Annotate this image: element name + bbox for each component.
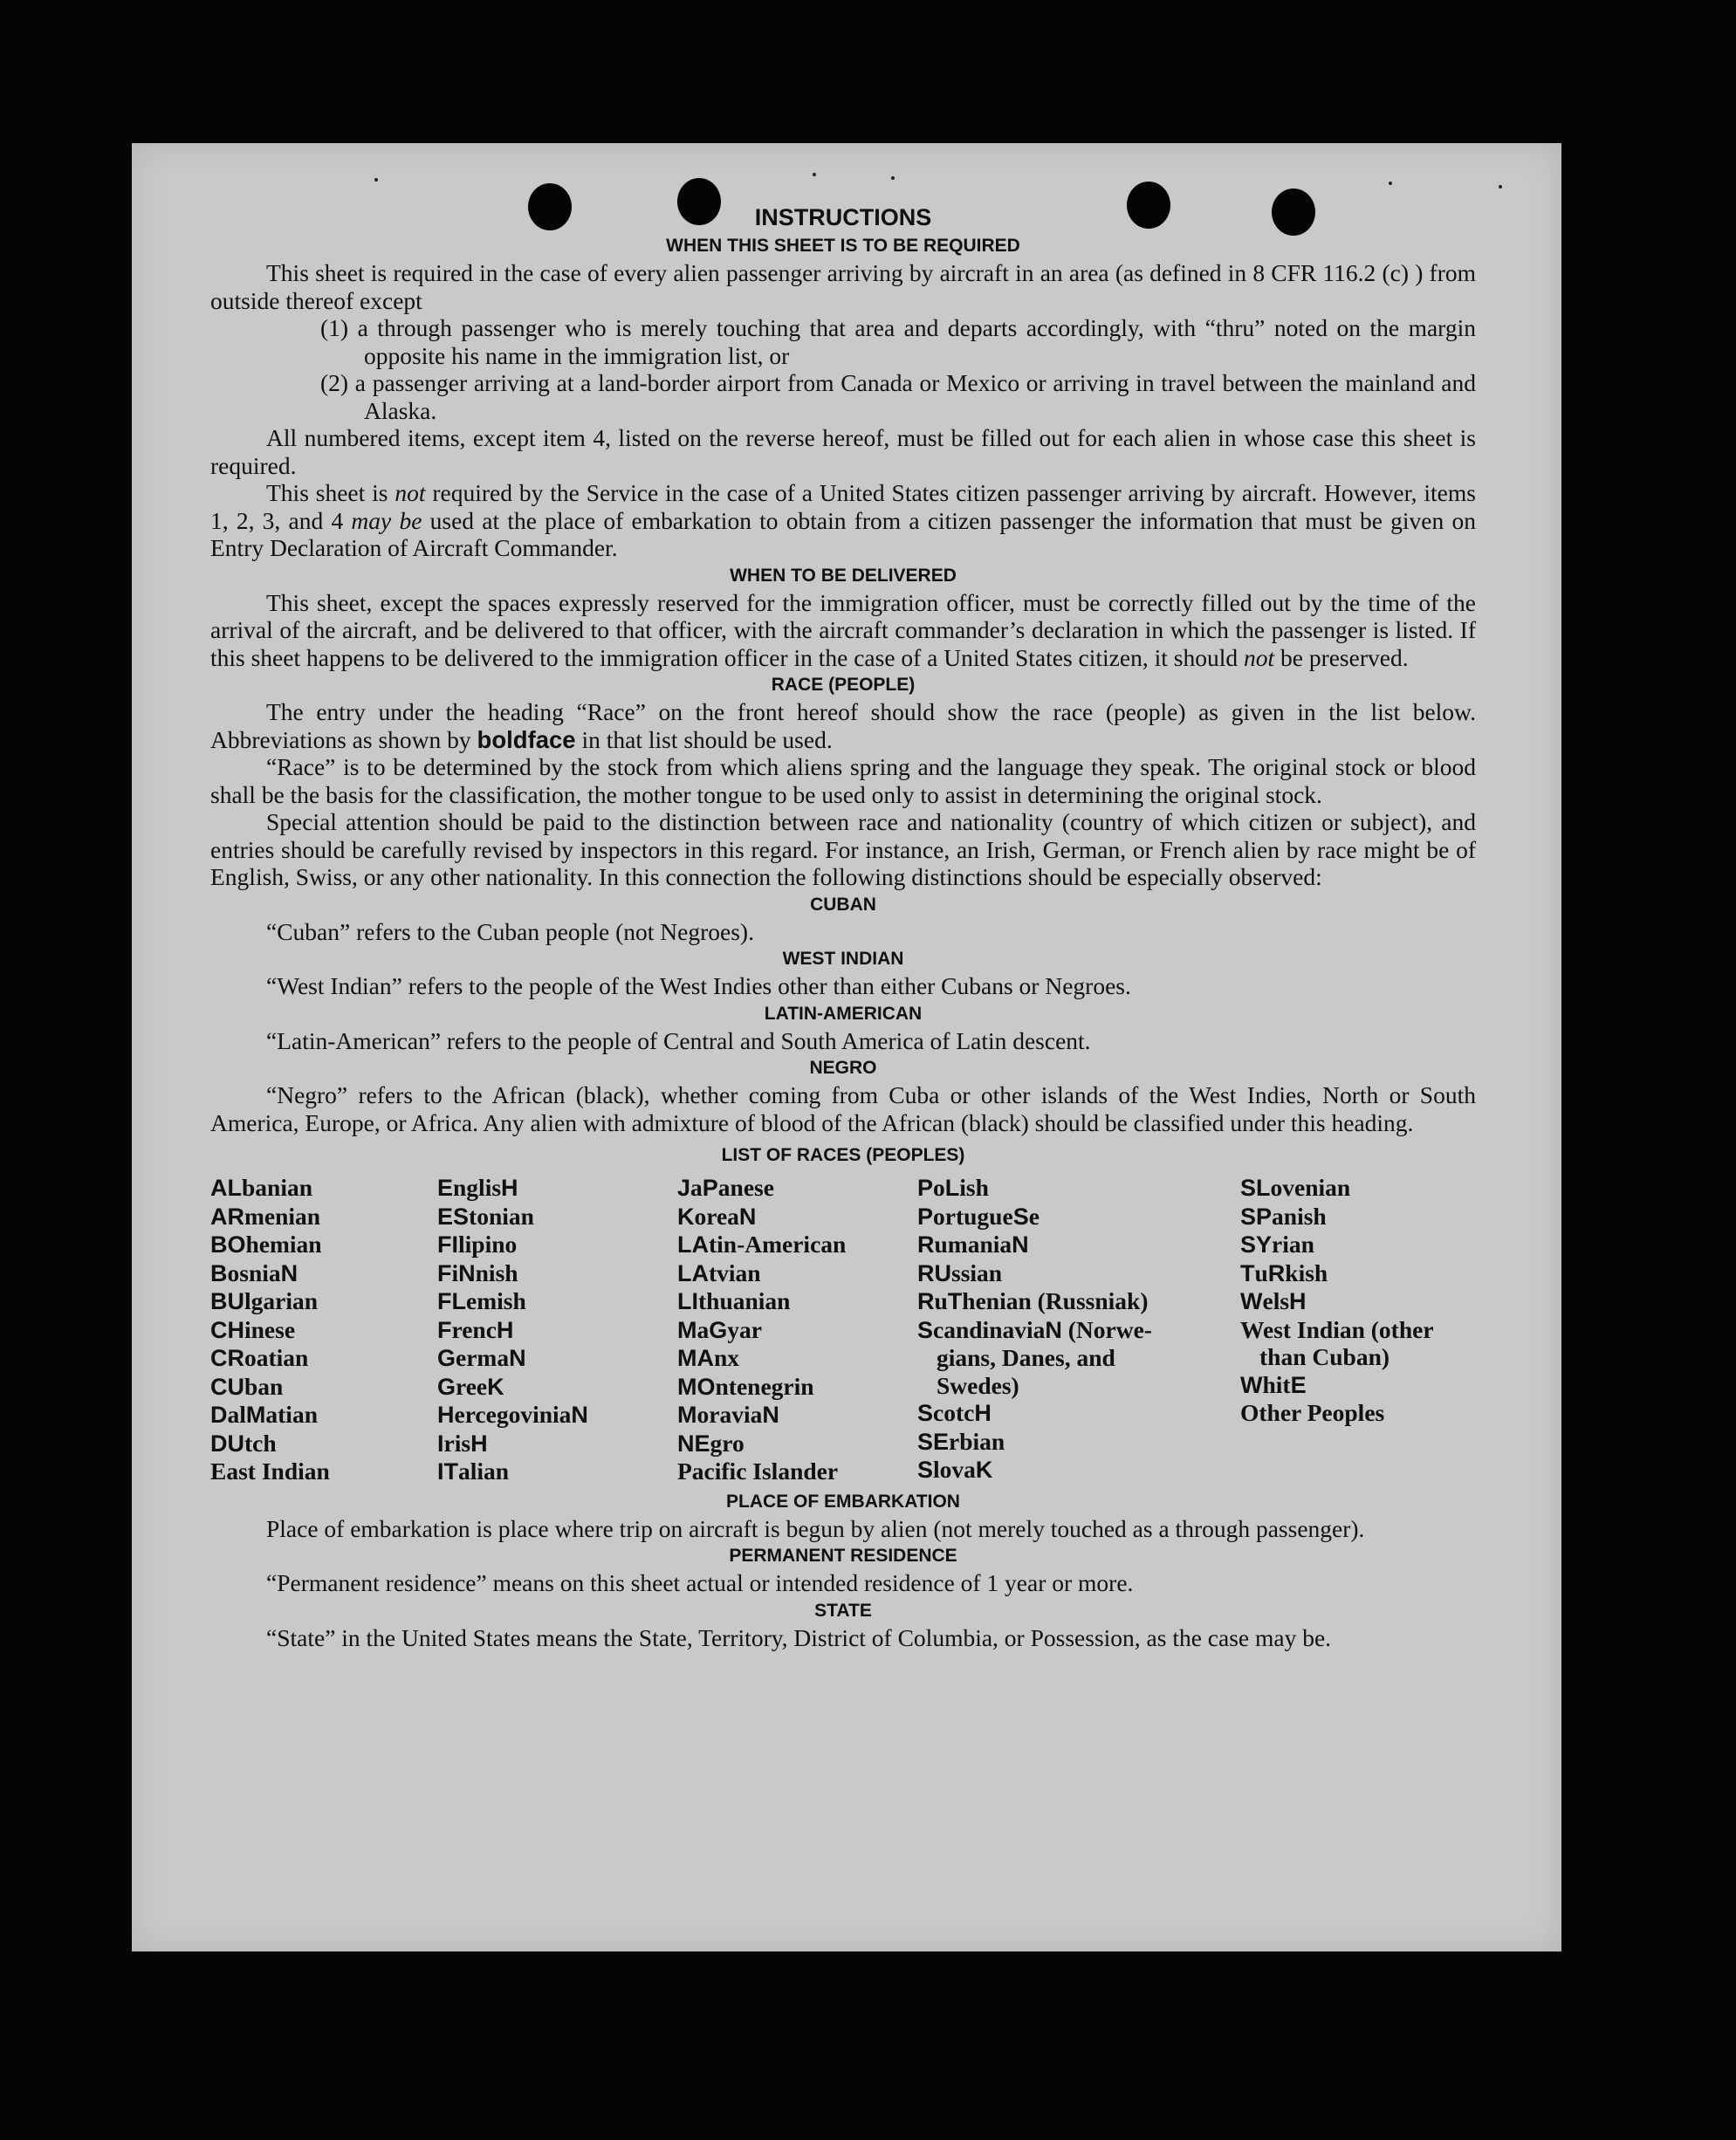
paper-speck <box>374 178 378 182</box>
race-column <box>917 1174 1240 1486</box>
section-heading: WEST INDIAN <box>782 949 904 969</box>
race-abbrev: M <box>677 1402 697 1428</box>
race-abbrev: D <box>210 1402 228 1428</box>
race-text: e <box>1028 1202 1040 1230</box>
race-text: lipino <box>458 1231 518 1258</box>
paragraph: “Permanent residence” means on this sheet actual or intended residence of 1 year or more. <box>266 1569 1134 1596</box>
race-text: o <box>933 1174 945 1201</box>
race-abbrev: CH <box>210 1316 244 1343</box>
paper-speck <box>813 173 816 176</box>
list-item: (1) a through passenger who is merely touching that area and departs accordingly, with “thru” noted on the margin opposite his name in the immigration list, or <box>320 314 1476 369</box>
race-entry <box>1240 1174 1476 1203</box>
race-text: al <box>227 1401 246 1428</box>
race-abbrev: AL <box>210 1175 242 1201</box>
race-text: erma <box>456 1344 510 1371</box>
race-abbrev: M <box>245 1402 266 1428</box>
race-abbrev: R <box>917 1231 935 1258</box>
race-entry <box>917 1203 1240 1231</box>
race-text: oatian <box>244 1344 309 1371</box>
race-abbrev: W <box>1240 1288 1263 1314</box>
race-abbrev: LI <box>677 1288 698 1314</box>
text-run: This sheet is <box>266 479 395 506</box>
text-run: in that list should be used. <box>575 725 833 753</box>
race-entry <box>210 1373 437 1402</box>
race-abbrev: FL <box>437 1288 466 1314</box>
race-abbrev: IT <box>437 1458 458 1485</box>
paragraph: Place of embarkation is place where trip on aircraft is begun by alien (not merely touched as a through passenger). <box>266 1514 1365 1542</box>
paragraph: This sheet is required in the case of every alien passenger arriving by aircraft in an area (as defined in 8 CFR 116.2 (c) ) from outside thereof except <box>210 259 1476 314</box>
race-abbrev: J <box>677 1175 691 1201</box>
paragraph: “Latin-American” refers to the people of Central and South America of Latin descent. <box>266 1026 1091 1054</box>
race-abbrev: MA <box>677 1345 714 1371</box>
italic-text: not <box>395 479 426 506</box>
race-abbrev: S <box>1012 1203 1029 1230</box>
race-text: hit <box>1262 1370 1291 1398</box>
race-text: anese <box>717 1174 774 1201</box>
race-abbrev: MO <box>677 1373 716 1400</box>
section-heading: RACE (PEOPLE) <box>771 675 916 695</box>
race-text: rian <box>1272 1231 1314 1258</box>
race-abbrev: SL <box>1240 1175 1271 1201</box>
race-text: ish <box>959 1174 989 1201</box>
section-heading: PLACE OF EMBARKATION <box>726 1491 960 1512</box>
race-abbrev: K <box>487 1373 504 1400</box>
race-abbrev: M <box>677 1316 697 1343</box>
race-abbrev: H <box>974 1400 992 1426</box>
race-text: ban <box>244 1372 284 1400</box>
text-run: be preserved. <box>1274 643 1409 671</box>
race-entry <box>677 1259 917 1288</box>
race-entry <box>210 1316 437 1345</box>
section-heading: LIST OF RACES (PEOPLES) <box>721 1145 965 1165</box>
race-entry <box>210 1231 437 1259</box>
race-text: (Norwe- <box>1061 1315 1152 1343</box>
race-abbrev: H <box>470 1430 488 1457</box>
italic-text: may be <box>351 506 422 534</box>
race-entry <box>677 1316 917 1345</box>
section-heading: CUBAN <box>810 894 876 915</box>
race-entry <box>437 1344 677 1373</box>
paper-speck <box>1499 185 1502 189</box>
race-entry <box>677 1231 917 1259</box>
race-entry <box>437 1203 677 1231</box>
race-abbrev: E <box>437 1175 454 1201</box>
race-abbrev: S <box>917 1457 934 1483</box>
race-entry <box>917 1287 1240 1316</box>
race-text: candinavia <box>933 1315 1046 1343</box>
race-text: kish <box>1285 1259 1328 1286</box>
race-text: rbian <box>949 1427 1005 1455</box>
race-text: a <box>690 1174 703 1201</box>
race-abbrev: K <box>975 1457 993 1483</box>
race-abbrev: B <box>210 1259 228 1286</box>
race-abbrev: SY <box>1240 1231 1273 1258</box>
race-abbrev: F <box>437 1259 452 1286</box>
race-abbrev: R <box>1267 1259 1286 1286</box>
document-page <box>132 143 1561 1951</box>
race-text: nx <box>714 1344 740 1371</box>
race-text: Other Peoples <box>1240 1399 1385 1426</box>
race-abbrev: H <box>437 1402 455 1428</box>
race-entry <box>1240 1203 1476 1231</box>
race-column <box>1240 1174 1476 1486</box>
race-abbrev: G <box>709 1316 728 1343</box>
text-run: This sheet, except the spaces expressly reserved for the immigration officer, must be correctly filled out by the time of the arrival of the aircraft, and be delivered to that officer, with the aircraft commander’s declaration in which the passenger is listed. If this sheet happens to be delivered to the immigration officer in the case of a United States citizen, it should <box>210 588 1476 671</box>
race-entry <box>677 1174 917 1203</box>
race-entry <box>437 1259 677 1288</box>
race-abbrev: N <box>738 1203 757 1230</box>
race-entry <box>210 1259 437 1288</box>
race-column <box>210 1174 437 1486</box>
race-text: cotc <box>933 1399 975 1426</box>
race-abbrev: G <box>437 1345 456 1371</box>
race-column <box>677 1174 917 1486</box>
race-text: atian <box>265 1401 318 1428</box>
race-abbrev: BO <box>210 1231 246 1258</box>
race-entry <box>210 1344 437 1373</box>
race-entry <box>1240 1259 1476 1288</box>
race-entry <box>917 1259 1240 1288</box>
race-abbrev: DU <box>210 1430 244 1457</box>
race-text: ortugue <box>933 1202 1013 1230</box>
paragraph <box>210 698 1476 753</box>
race-entry <box>210 1287 437 1316</box>
page-title: INSTRUCTIONS <box>754 204 932 230</box>
race-text: anish <box>1272 1202 1327 1230</box>
section-heading: WHEN THIS SHEET IS TO BE REQUIRED <box>666 236 1020 256</box>
race-entry <box>437 1316 677 1345</box>
race-abbrev: T <box>947 1288 963 1314</box>
race-abbrev: L <box>944 1175 960 1201</box>
race-text: lova <box>933 1456 976 1483</box>
race-entry <box>677 1458 917 1485</box>
paragraph <box>210 479 1476 562</box>
race-entry <box>1240 1399 1476 1427</box>
race-abbrev: T <box>1240 1259 1255 1286</box>
race-text: menian <box>244 1202 321 1230</box>
race-text: Swedes) <box>937 1371 1019 1399</box>
race-entry <box>437 1373 677 1402</box>
race-abbrev: CR <box>210 1345 244 1371</box>
text-run: used at the place of embarkation to obtain from a citizen passenger the information that must be given on Entry Declaration of Aircraft Commander. <box>210 506 1476 561</box>
race-entry <box>210 1430 437 1458</box>
race-entry <box>677 1203 917 1231</box>
paragraph: “Cuban” refers to the Cuban people (not Negroes). <box>266 917 754 945</box>
race-text: tvian <box>709 1259 761 1286</box>
race-abbrev: S <box>917 1400 934 1426</box>
race-abbrev: LA <box>677 1259 709 1286</box>
race-entry <box>437 1174 677 1203</box>
paragraph: “West Indian” refers to the people of the West Indies other than either Cubans or Negroes. <box>266 972 1131 999</box>
race-abbrev: NE <box>677 1430 710 1457</box>
race-text: ovenian <box>1270 1174 1351 1201</box>
race-abbrev: R <box>917 1288 935 1314</box>
race-abbrev: N <box>571 1402 588 1428</box>
race-entry <box>1240 1287 1476 1316</box>
paragraph: “Race” is to be determined by the stock from which aliens spring and the language they speak. The original stock or blood shall be the basis for the classification, the mother tongue to be used only to assist in determining the original stock. <box>210 753 1476 808</box>
race-text: ntenegrin <box>715 1372 814 1400</box>
section-heading: WHEN TO BE DELIVERED <box>730 565 957 586</box>
race-text: oravia <box>696 1401 763 1428</box>
race-entry <box>677 1373 917 1402</box>
race-text: Pacific Islander <box>677 1458 839 1485</box>
race-abbrev: N <box>509 1345 526 1371</box>
race-text: ssian <box>951 1259 1003 1286</box>
paragraph: “State” in the United States means the State, Territory, District of Columbia, or Possession, as the case may be. <box>266 1623 1332 1651</box>
race-entry <box>917 1456 1240 1485</box>
race-abbrev: SE <box>917 1428 950 1455</box>
race-text: ree <box>456 1372 488 1400</box>
race-abbrev: AR <box>210 1203 244 1230</box>
race-text: nish <box>475 1259 518 1286</box>
race-abbrev: CU <box>210 1373 244 1400</box>
race-entry <box>1240 1316 1476 1371</box>
race-text: lgarian <box>244 1287 319 1314</box>
race-text: ercegovinia <box>454 1401 572 1428</box>
race-abbrev: P <box>702 1175 718 1201</box>
race-abbrev: P <box>917 1203 934 1230</box>
text-run: The entry under the heading “Race” on the front hereof should show the race (people) as given in the list below. Abbreviations as shown by <box>210 698 1476 753</box>
race-entry <box>677 1430 917 1458</box>
race-entry <box>1240 1371 1476 1400</box>
race-entry <box>210 1458 437 1485</box>
race-abbrev: H <box>1289 1288 1307 1314</box>
race-text: yar <box>727 1315 762 1343</box>
race-abbrev: P <box>917 1175 934 1201</box>
race-entry <box>917 1316 1240 1400</box>
paragraph: “Negro” refers to the African (black), whether coming from Cuba or other islands of the West Indies, North or South America, Europe, or Africa. Any alien with admixture of blood of the African (black) should be classified under this heading. <box>210 1081 1476 1136</box>
race-text: u <box>1254 1259 1268 1286</box>
race-text: alian <box>458 1458 510 1485</box>
race-text: ris <box>443 1429 471 1457</box>
race-abbrev: SP <box>1240 1203 1273 1230</box>
race-text: henian (Russniak) <box>962 1287 1149 1314</box>
race-abbrev: FI <box>437 1231 458 1258</box>
race-entry <box>437 1458 677 1486</box>
race-text: East Indian <box>210 1458 330 1485</box>
race-abbrev: ES <box>437 1203 470 1230</box>
race-abbrev: H <box>496 1316 514 1343</box>
race-entry <box>210 1401 437 1430</box>
race-text: renc <box>451 1315 497 1343</box>
race-abbrev: N <box>458 1259 476 1286</box>
paper-speck <box>891 176 895 180</box>
race-abbrev: N <box>1012 1231 1029 1258</box>
race-entry <box>437 1430 677 1458</box>
race-text: than Cuban) <box>1259 1343 1390 1370</box>
section-heading: LATIN-AMERICAN <box>764 1003 923 1024</box>
race-entry <box>437 1231 677 1259</box>
race-entry <box>210 1174 437 1203</box>
race-text: banian <box>242 1174 313 1201</box>
race-abbrev: N <box>762 1402 779 1428</box>
race-abbrev: F <box>437 1316 452 1343</box>
race-list <box>210 1174 1476 1486</box>
race-text: i <box>451 1259 459 1286</box>
race-text: osnia <box>227 1259 281 1286</box>
race-abbrev: S <box>917 1316 934 1343</box>
bold-text: boldface <box>477 725 576 753</box>
race-entry <box>677 1344 917 1373</box>
race-column <box>437 1174 677 1486</box>
italic-text: not <box>1243 643 1275 671</box>
race-text: u <box>934 1287 948 1314</box>
paper-speck <box>1389 182 1392 185</box>
race-text: thuanian <box>698 1287 791 1314</box>
race-entry <box>437 1401 677 1430</box>
race-text: tch <box>244 1429 277 1457</box>
race-abbrev: W <box>1240 1371 1263 1398</box>
list-item: (2) a passenger arriving at a land-border airport from Canada or Mexico or arriving in travel between the mainland and Alaska. <box>320 369 1476 424</box>
race-text: hemian <box>245 1231 322 1258</box>
race-text: gro <box>710 1429 744 1457</box>
race-text: els <box>1262 1287 1290 1314</box>
race-entry <box>917 1399 1240 1428</box>
race-text: nglis <box>453 1174 502 1201</box>
section-heading: STATE <box>814 1600 872 1621</box>
race-abbrev: I <box>437 1430 444 1457</box>
paragraph <box>210 589 1476 672</box>
section-heading: NEGRO <box>809 1058 877 1078</box>
race-text: gians, Danes, and <box>937 1344 1115 1371</box>
race-text: inese <box>244 1315 296 1343</box>
instructions-text <box>210 202 1476 1651</box>
race-abbrev: RU <box>917 1259 951 1286</box>
race-abbrev: BU <box>210 1288 244 1314</box>
race-abbrev: N <box>280 1259 298 1286</box>
paragraph: Special attention should be paid to the distinction between race and nationality (country of which citizen or subject), and entries should be carefully revised by inspectors in this regard. For instance, an Irish, German, or French alien by race might be of English, Swiss, or any other nationality. In this connection the following distinctions should be especially observed: <box>210 808 1476 890</box>
race-text: umania <box>934 1231 1012 1258</box>
race-entry <box>917 1428 1240 1457</box>
race-abbrev: LA <box>677 1231 709 1258</box>
race-abbrev: H <box>501 1175 518 1201</box>
race-entry <box>210 1203 437 1231</box>
text-run: required by the Service in the case of a United States citizen passenger arriving by aircraft. However, items 1, 2, 3, and 4 <box>210 479 1476 534</box>
race-text: orea <box>694 1202 739 1230</box>
race-text: a <box>696 1315 710 1343</box>
race-text: tin-American <box>709 1231 847 1258</box>
race-entry <box>437 1287 677 1316</box>
race-entry <box>917 1231 1240 1259</box>
race-abbrev: G <box>437 1373 456 1400</box>
section-heading: PERMANENT RESIDENCE <box>729 1546 957 1566</box>
race-entry <box>917 1174 1240 1203</box>
race-abbrev: K <box>677 1203 695 1230</box>
race-abbrev: E <box>1290 1371 1307 1398</box>
race-text: West Indian (other <box>1240 1315 1434 1343</box>
paragraph: All numbered items, except item 4, listed on the reverse hereof, must be filled out for each alien in whose case this sheet is required. <box>210 424 1476 479</box>
race-text: emish <box>466 1287 526 1314</box>
race-abbrev: N <box>1045 1316 1062 1343</box>
race-entry <box>677 1287 917 1316</box>
race-entry <box>1240 1231 1476 1259</box>
race-text: tonian <box>469 1202 534 1230</box>
race-entry <box>677 1401 917 1430</box>
